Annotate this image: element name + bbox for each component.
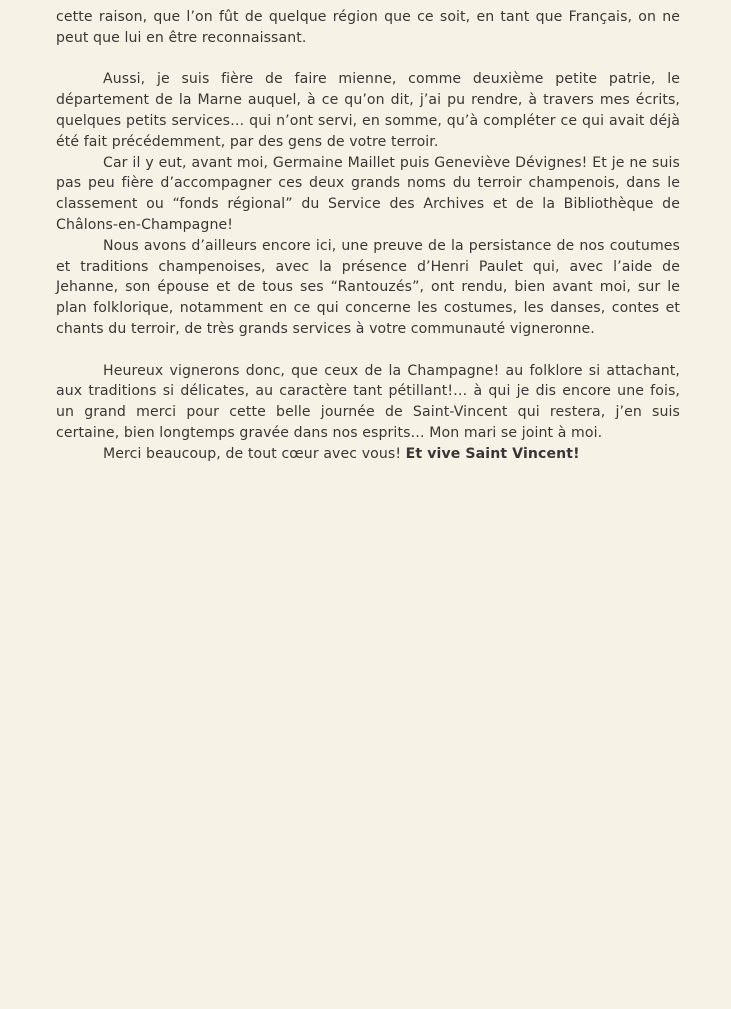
closing-exclamation: Et vive Saint Vincent!: [405, 445, 580, 462]
paragraph-predecessors: Car il y eut, avant moi, Germaine Maillet puis Geneviève Dévignes! Et je ne suis pas peu fière d’accompagner ces deux grands noms du terroir champenois, dans le classement ou “fonds régional” du Service des Archives et de la Bibliothèque de Châlons-en-Champagne!: [56, 154, 680, 233]
paragraph-traditions: Nous avons d’ailleurs encore ici, une preuve de la persistance de nos coutumes et traditions champenoises, avec la présence d’Henri Paulet qui, avec l’aide de Jehanne, son épouse et de tous ses “Rantouzés”, ont rendu, bien avant moi, sur le plan folklorique, notamment en ce qui concerne les costumes, les danses, contes et chants du terroir, de très grands services à votre communauté vigneronne.: [56, 237, 680, 337]
closing-text: Merci beaucoup, de tout cœur avec vous!: [103, 445, 406, 462]
paragraph-gap: [56, 49, 680, 70]
paragraph-gap: [56, 340, 680, 361]
paragraph-continuation: cette raison, que l’on fût de quelque région que ce soit, en tant que Français, on ne peut que lui en être reconnaissant.: [56, 9, 680, 46]
paragraph-marne: Aussi, je suis fière de faire mienne, comme deuxième petite patrie, le département de la Marne auquel, à ce qu’on dit, j’ai pu rendre, à travers mes écrits, quelques petits services… qui n’ont servi, en somme, qu’à compléter ce qui avait déjà été fait précédemment, par des gens de votre terroir.: [56, 71, 680, 150]
paragraph-vignerons: Heureux vignerons donc, que ceux de la Champagne! au folklore si attachant, aux traditions si délicates, au caractère tant pétillant!… à qui je dis encore une fois, un grand merci pour cette belle journée de Saint-Vincent qui restera, j’en suis certaine, bien longtemps gravée dans nos esprits… Mon mari se joint à moi.: [56, 362, 680, 441]
paragraph-closing: [56, 444, 680, 465]
